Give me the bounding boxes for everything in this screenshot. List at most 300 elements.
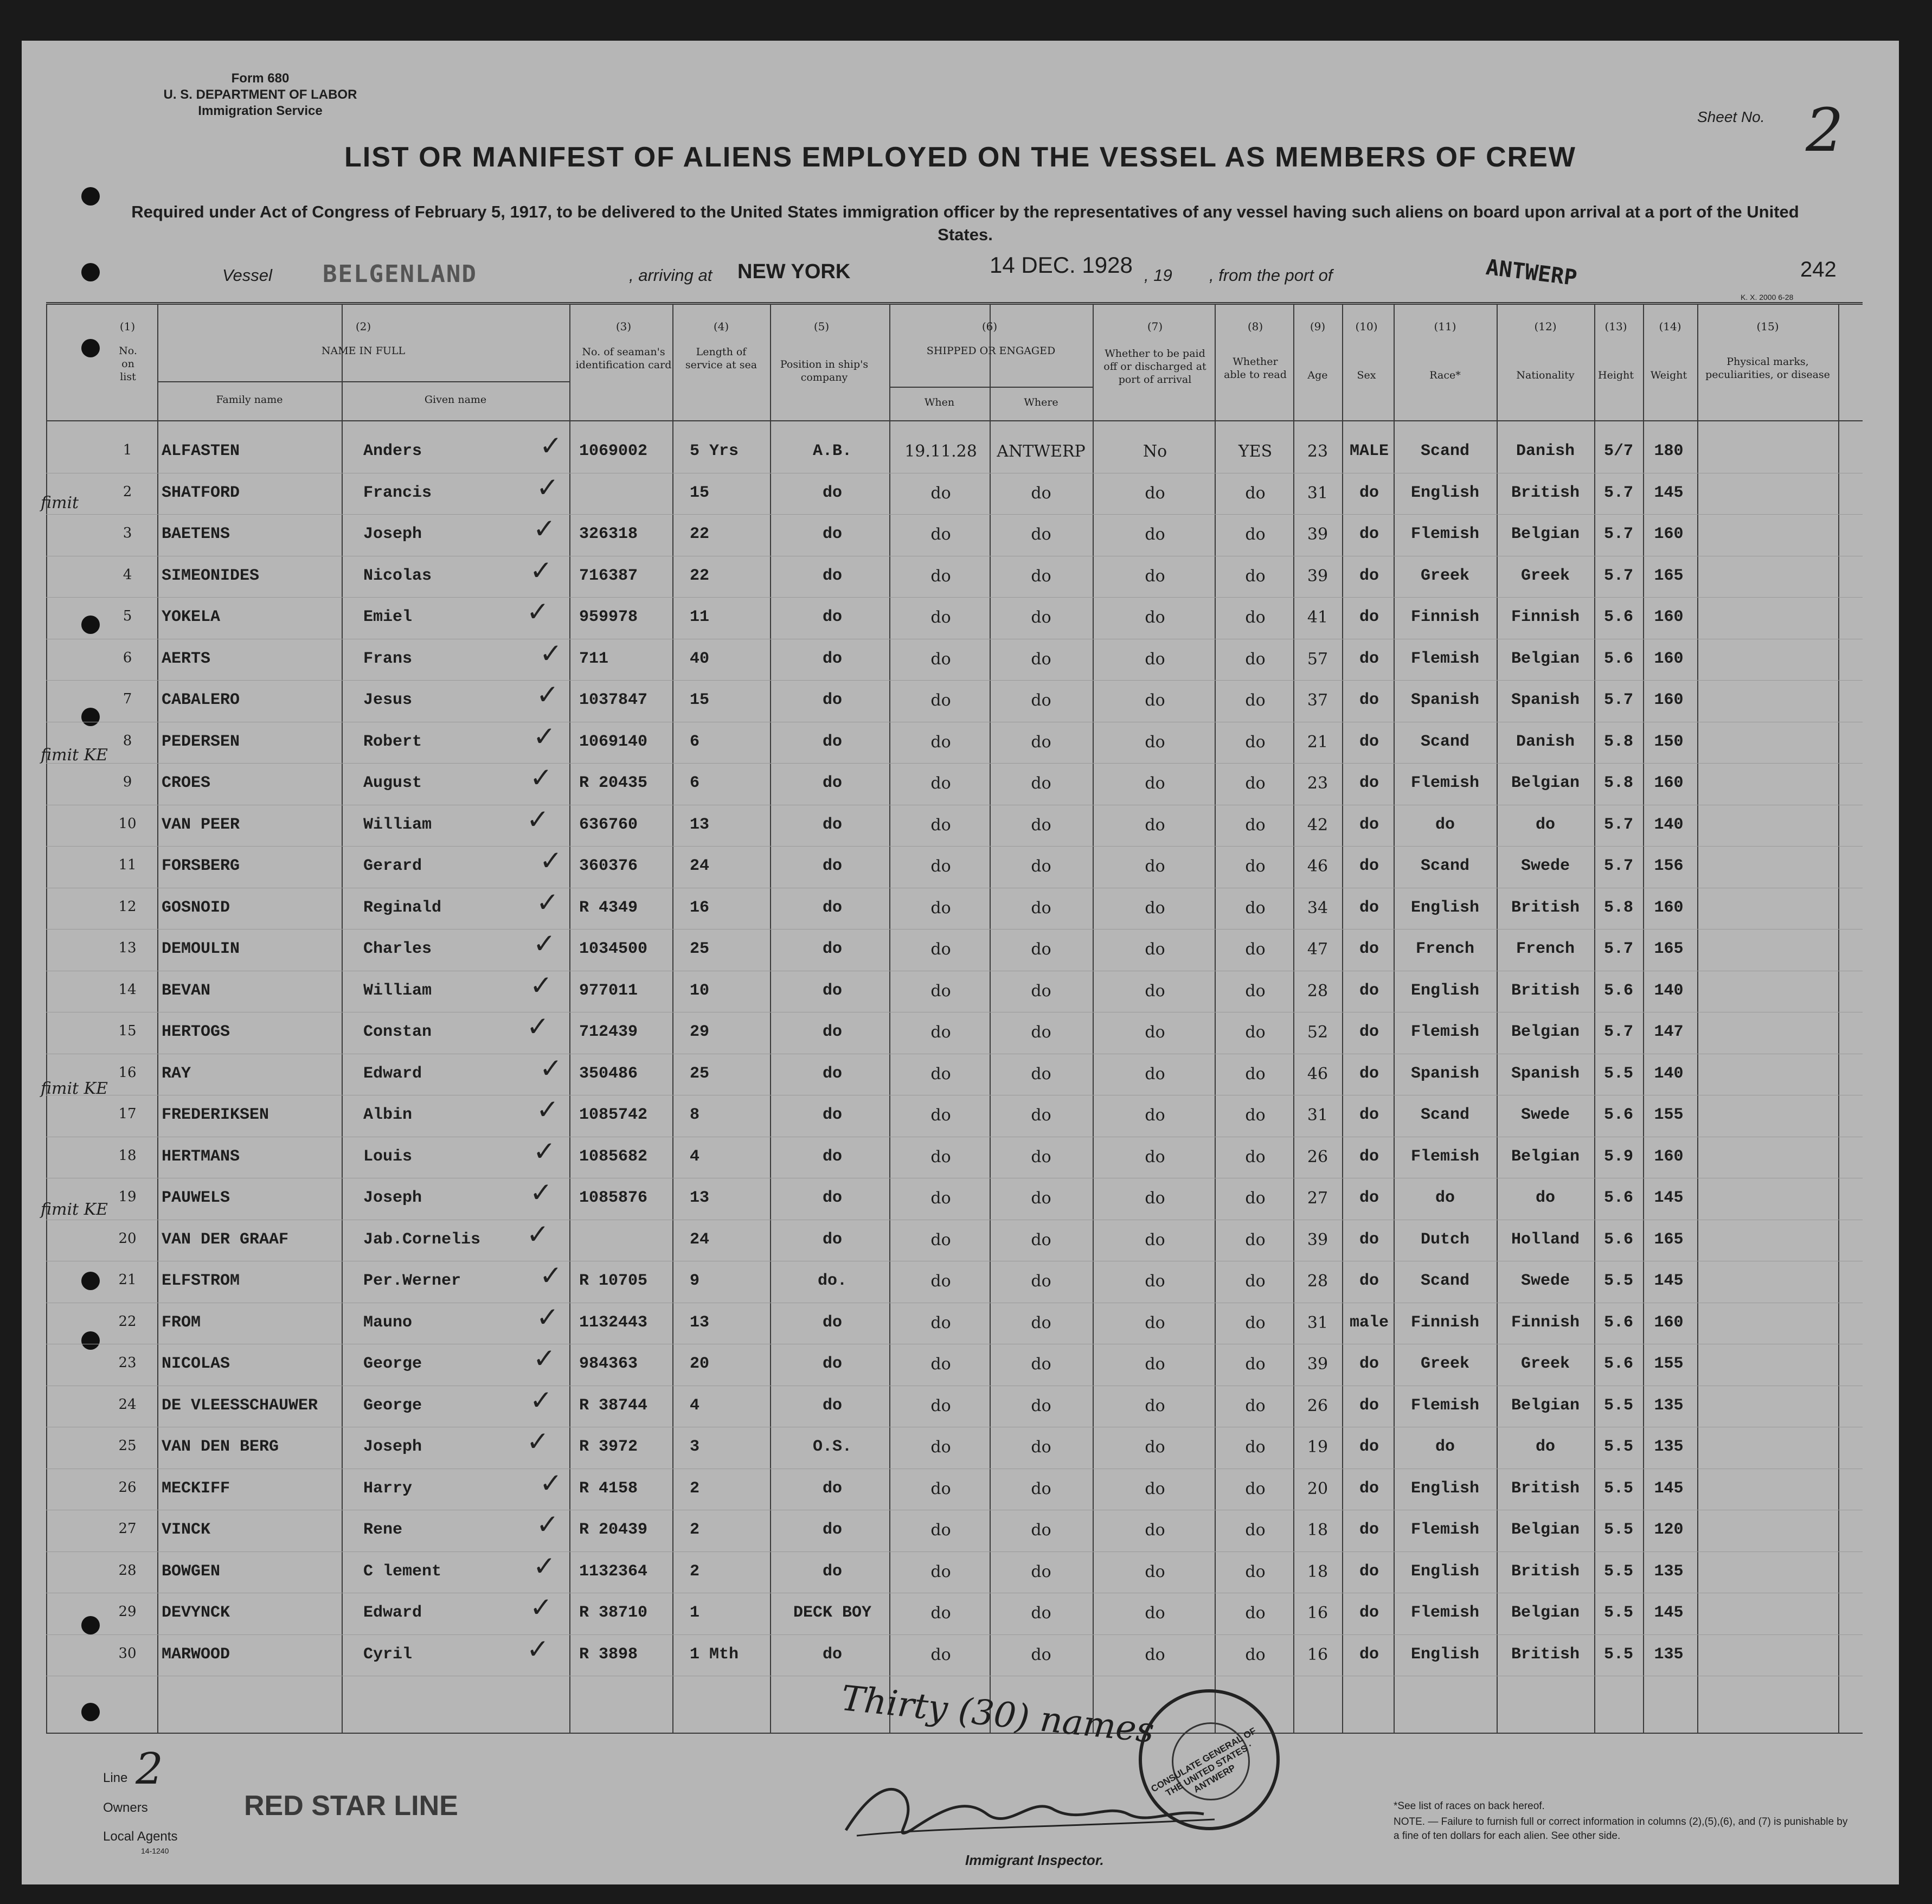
cell-position: do bbox=[822, 608, 842, 626]
cell-age: 20 bbox=[1307, 1479, 1328, 1498]
cell-family: VAN DER GRAAF bbox=[162, 1230, 289, 1249]
cell-paid: do bbox=[1145, 1023, 1165, 1042]
cell-position: DECK BOY bbox=[793, 1604, 872, 1622]
cell-family: PAUWELS bbox=[162, 1189, 230, 1207]
department-name: U. S. DEPARTMENT OF LABOR bbox=[163, 87, 357, 102]
cell-read: do bbox=[1245, 1438, 1266, 1457]
cell-nat: Belgian bbox=[1511, 1604, 1580, 1622]
cell-card: 1034500 bbox=[579, 940, 648, 958]
cell-paid: do bbox=[1145, 608, 1165, 627]
cell-nat: Belgian bbox=[1511, 525, 1580, 543]
cell-family: DEMOULIN bbox=[162, 940, 240, 958]
cell-service: 6 bbox=[690, 774, 700, 792]
cell-race: Flemish bbox=[1410, 1604, 1480, 1622]
cell-when: do bbox=[930, 1272, 951, 1291]
cell-given: Joseph bbox=[363, 525, 422, 543]
cell-race: Scand bbox=[1420, 857, 1469, 875]
cell-read: YES bbox=[1238, 442, 1273, 461]
cell-no: 23 bbox=[118, 1355, 137, 1371]
header-weight: Weight bbox=[1650, 369, 1687, 381]
punch-hole bbox=[81, 616, 100, 634]
cell-when: do bbox=[930, 1023, 951, 1042]
vessel-label: Vessel bbox=[222, 266, 272, 285]
cell-when: do bbox=[930, 1147, 951, 1166]
cell-service: 10 bbox=[690, 981, 710, 1000]
margin-note: fimit KE bbox=[41, 1079, 108, 1098]
arrival-date: 14 DEC. 1928 bbox=[990, 252, 1133, 278]
cell-read: do bbox=[1245, 1106, 1266, 1125]
cell-height: 5.5 bbox=[1603, 1438, 1633, 1456]
cell-read: do bbox=[1245, 608, 1266, 627]
cell-nat: British bbox=[1511, 898, 1580, 917]
inspector-signature bbox=[824, 1776, 1236, 1852]
cell-family: DE VLEESSCHAUWER bbox=[162, 1396, 318, 1415]
cell-height: 5.5 bbox=[1603, 1521, 1633, 1539]
cell-sex: do bbox=[1359, 940, 1379, 958]
cell-no: 2 bbox=[123, 483, 132, 500]
cell-card: R 3898 bbox=[579, 1645, 638, 1664]
cell-where: do bbox=[1031, 483, 1051, 503]
arrival-port: NEW YORK bbox=[737, 260, 851, 283]
cell-when: do bbox=[930, 649, 951, 669]
cell-race: Scand bbox=[1420, 442, 1469, 460]
cell-nat: Greek bbox=[1520, 1355, 1570, 1373]
cell-given: Jab.Cornelis bbox=[363, 1230, 481, 1249]
cell-when: do bbox=[930, 1604, 951, 1623]
cell-paid: do bbox=[1145, 732, 1165, 752]
arriving-label: , arriving at bbox=[629, 266, 713, 285]
cell-when: do bbox=[930, 608, 951, 627]
check-mark-icon: ✓ bbox=[530, 554, 553, 586]
cell-race: French bbox=[1415, 940, 1475, 958]
cell-read: do bbox=[1245, 1521, 1266, 1540]
cell-when: do bbox=[930, 483, 951, 503]
cell-no: 15 bbox=[118, 1023, 137, 1039]
cell-no: 19 bbox=[118, 1189, 137, 1205]
cell-race: Spanish bbox=[1410, 691, 1480, 709]
cell-family: SIMEONIDES bbox=[162, 566, 260, 585]
cell-race: Flemish bbox=[1410, 1023, 1480, 1041]
row-rule bbox=[46, 597, 1863, 598]
cell-when: do bbox=[930, 732, 951, 752]
cell-sex: male bbox=[1349, 1313, 1389, 1332]
cell-nat: Belgian bbox=[1511, 1023, 1580, 1041]
cell-when: do bbox=[930, 940, 951, 959]
cell-given: George bbox=[363, 1396, 422, 1415]
print-code: K. X. 2000 6-28 bbox=[1741, 293, 1794, 302]
cell-when: do bbox=[930, 1355, 951, 1374]
owners-label: Owners bbox=[103, 1800, 148, 1815]
cell-position: do bbox=[822, 732, 842, 751]
cell-card: R 3972 bbox=[579, 1438, 638, 1456]
cell-paid: do bbox=[1145, 525, 1165, 544]
cell-read: do bbox=[1245, 1479, 1266, 1498]
cell-read: do bbox=[1245, 649, 1266, 669]
cell-family: FORSBERG bbox=[162, 857, 240, 875]
check-mark-icon: ✓ bbox=[530, 762, 553, 793]
header-given-name: Given name bbox=[424, 394, 487, 406]
cell-race: Flemish bbox=[1410, 649, 1480, 668]
col-num: (15) bbox=[1756, 320, 1779, 333]
cell-race: Spanish bbox=[1410, 1064, 1480, 1083]
cell-race: English bbox=[1410, 483, 1480, 502]
cell-height: 5/7 bbox=[1603, 442, 1633, 460]
cell-read: do bbox=[1245, 1023, 1266, 1042]
cell-read: do bbox=[1245, 1645, 1266, 1664]
cell-given: Jesus bbox=[363, 691, 413, 709]
cell-weight: 160 bbox=[1654, 1313, 1684, 1332]
cell-height: 5.6 bbox=[1603, 1355, 1633, 1373]
cell-read: do bbox=[1245, 483, 1266, 503]
cell-family: GOSNOID bbox=[162, 898, 230, 917]
cell-age: 21 bbox=[1307, 732, 1328, 752]
cell-sex: do bbox=[1359, 1645, 1379, 1664]
cell-height: 5.7 bbox=[1603, 483, 1633, 502]
cell-where: do bbox=[1031, 981, 1051, 1001]
owners-stamp: RED STAR LINE bbox=[244, 1790, 458, 1822]
header-physical-marks: Physical marks, peculiarities, or disease bbox=[1705, 356, 1830, 381]
cell-family: BAETENS bbox=[162, 525, 230, 543]
cell-height: 5.6 bbox=[1603, 608, 1633, 626]
cell-race: English bbox=[1410, 981, 1480, 1000]
check-mark-icon: ✓ bbox=[527, 1218, 549, 1250]
punch-hole bbox=[81, 1703, 100, 1721]
cell-nat: Belgian bbox=[1511, 1396, 1580, 1415]
cell-service: 24 bbox=[690, 1230, 710, 1249]
cell-when: do bbox=[930, 1396, 951, 1415]
cell-family: CABALERO bbox=[162, 691, 240, 709]
col-num: (11) bbox=[1434, 320, 1456, 333]
cell-race: Dutch bbox=[1420, 1230, 1469, 1249]
cell-age: 23 bbox=[1307, 442, 1328, 461]
cell-age: 39 bbox=[1307, 566, 1328, 586]
cell-family: BEVAN bbox=[162, 981, 211, 1000]
punch-hole bbox=[81, 1331, 100, 1350]
check-mark-icon: ✓ bbox=[527, 1426, 549, 1457]
cell-age: 31 bbox=[1307, 483, 1328, 503]
cell-read: do bbox=[1245, 1064, 1266, 1084]
cell-where: do bbox=[1031, 815, 1051, 835]
cell-weight: 160 bbox=[1654, 649, 1684, 668]
cell-family: MECKIFF bbox=[162, 1479, 230, 1498]
cell-sex: do bbox=[1359, 1064, 1379, 1083]
cell-weight: 135 bbox=[1654, 1645, 1684, 1664]
cell-paid: do bbox=[1145, 1272, 1165, 1291]
col-num: (2) bbox=[355, 320, 371, 333]
cell-age: 42 bbox=[1307, 815, 1328, 835]
cell-race: Finnish bbox=[1410, 1313, 1480, 1332]
cell-service: 25 bbox=[690, 1064, 710, 1083]
col-num: (5) bbox=[813, 320, 830, 333]
cell-position: do bbox=[822, 1645, 842, 1664]
cell-nat: British bbox=[1511, 483, 1580, 502]
cell-height: 5.5 bbox=[1603, 1064, 1633, 1083]
check-mark-icon: ✓ bbox=[527, 1633, 549, 1665]
cell-service: 22 bbox=[690, 525, 710, 543]
cell-card: 326318 bbox=[579, 525, 638, 543]
cell-race: do bbox=[1435, 1189, 1455, 1207]
cell-read: do bbox=[1245, 1313, 1266, 1332]
cell-paid: do bbox=[1145, 940, 1165, 959]
check-mark-icon: ✓ bbox=[530, 1592, 553, 1623]
cell-when: do bbox=[930, 691, 951, 710]
cell-where: do bbox=[1031, 1479, 1051, 1498]
cell-service: 16 bbox=[690, 898, 710, 917]
agents-code: 14-1240 bbox=[141, 1847, 169, 1855]
cell-sex: do bbox=[1359, 815, 1379, 834]
cell-sex: do bbox=[1359, 898, 1379, 917]
column-rule bbox=[569, 304, 570, 1733]
cell-given: Edward bbox=[363, 1064, 422, 1083]
vessel-name: BELGENLAND bbox=[323, 260, 477, 288]
cell-given: George bbox=[363, 1355, 422, 1373]
cell-height: 5.6 bbox=[1603, 981, 1633, 1000]
cell-race: Greek bbox=[1420, 566, 1469, 585]
cell-race: do bbox=[1435, 1438, 1455, 1456]
cell-where: do bbox=[1031, 608, 1051, 627]
cell-card: R 20435 bbox=[579, 774, 648, 792]
cell-age: 34 bbox=[1307, 898, 1328, 918]
cell-given: C lement bbox=[363, 1562, 442, 1581]
cell-where: do bbox=[1031, 1023, 1051, 1042]
cell-where: do bbox=[1031, 774, 1051, 793]
cell-when: do bbox=[930, 1562, 951, 1581]
check-mark-icon: ✓ bbox=[540, 1467, 562, 1499]
col-num: (6) bbox=[981, 320, 998, 333]
cell-no: 13 bbox=[118, 940, 137, 956]
cell-service: 22 bbox=[690, 566, 710, 585]
cell-nat: Finnish bbox=[1511, 608, 1580, 626]
margin-note: fimit KE bbox=[41, 746, 108, 765]
cell-position: do bbox=[822, 1479, 842, 1498]
cell-sex: do bbox=[1359, 1396, 1379, 1415]
cell-where: do bbox=[1031, 1521, 1051, 1540]
cell-sex: do bbox=[1359, 483, 1379, 502]
cell-sex: do bbox=[1359, 1147, 1379, 1166]
cell-family: ALFASTEN bbox=[162, 442, 240, 460]
column-rule bbox=[1342, 304, 1343, 1733]
cell-race: English bbox=[1410, 1479, 1480, 1498]
cell-given: William bbox=[363, 981, 432, 1000]
cell-height: 5.9 bbox=[1603, 1147, 1633, 1166]
cell-height: 5.5 bbox=[1603, 1604, 1633, 1622]
cell-position: A.B. bbox=[812, 442, 852, 460]
cell-no: 12 bbox=[118, 898, 137, 915]
header-family-name: Family name bbox=[216, 394, 283, 406]
cell-sex: do bbox=[1359, 1189, 1379, 1207]
cell-card: 1085682 bbox=[579, 1147, 648, 1166]
cell-service: 11 bbox=[690, 608, 710, 626]
check-mark-icon: ✓ bbox=[530, 1384, 553, 1416]
check-mark-icon: ✓ bbox=[540, 1260, 562, 1291]
cell-sex: do bbox=[1359, 857, 1379, 875]
punch-hole bbox=[81, 1616, 100, 1634]
cell-where: do bbox=[1031, 1189, 1051, 1208]
cell-given: Gerard bbox=[363, 857, 422, 875]
cell-height: 5.6 bbox=[1603, 1106, 1633, 1124]
consulate-seal: CONSULATE GENERAL OF THE UNITED STATES · ANTWERP bbox=[1139, 1689, 1280, 1830]
inspector-label: Immigrant Inspector. bbox=[965, 1852, 1104, 1868]
cell-age: 23 bbox=[1307, 774, 1328, 793]
col-num: (10) bbox=[1355, 320, 1378, 333]
cell-where: do bbox=[1031, 649, 1051, 669]
check-mark-icon: ✓ bbox=[536, 471, 559, 503]
cell-height: 5.5 bbox=[1603, 1272, 1633, 1290]
cell-position: do bbox=[822, 1106, 842, 1124]
check-mark-icon: ✓ bbox=[527, 596, 549, 627]
cell-nat: Swede bbox=[1520, 1106, 1570, 1124]
cell-weight: 140 bbox=[1654, 981, 1684, 1000]
cell-no: 25 bbox=[118, 1438, 137, 1454]
cell-weight: 160 bbox=[1654, 691, 1684, 709]
line-mark: 2 bbox=[136, 1743, 163, 1794]
cell-when: do bbox=[930, 1438, 951, 1457]
cell-where: do bbox=[1031, 940, 1051, 959]
cell-given: Anders bbox=[363, 442, 422, 460]
cell-given: Francis bbox=[363, 483, 432, 502]
header-name-in-full: NAME IN FULL bbox=[321, 345, 406, 357]
cell-card: 712439 bbox=[579, 1023, 638, 1041]
check-mark-icon: ✓ bbox=[536, 1301, 559, 1333]
cell-weight: 150 bbox=[1654, 732, 1684, 751]
col-num: (12) bbox=[1534, 320, 1557, 333]
cell-family: PEDERSEN bbox=[162, 732, 240, 751]
cell-position: do bbox=[822, 1313, 842, 1332]
cell-position: do bbox=[822, 1562, 842, 1581]
cell-service: 25 bbox=[690, 940, 710, 958]
cell-sex: do bbox=[1359, 1604, 1379, 1622]
column-rule bbox=[1215, 304, 1216, 1733]
cell-race: English bbox=[1410, 898, 1480, 917]
cell-weight: 160 bbox=[1654, 1147, 1684, 1166]
cell-paid: do bbox=[1145, 1604, 1165, 1623]
cell-nat: Finnish bbox=[1511, 1313, 1580, 1332]
cell-position: do bbox=[822, 1230, 842, 1249]
cell-height: 5.7 bbox=[1603, 857, 1633, 875]
punch-hole bbox=[81, 1272, 100, 1290]
cell-paid: do bbox=[1145, 1562, 1165, 1581]
cell-age: 37 bbox=[1307, 691, 1328, 710]
cell-where: do bbox=[1031, 1396, 1051, 1415]
cell-position: do bbox=[822, 691, 842, 709]
cell-age: 28 bbox=[1307, 1272, 1328, 1291]
column-rule bbox=[46, 304, 47, 1733]
cell-age: 16 bbox=[1307, 1604, 1328, 1623]
cell-service: 15 bbox=[690, 483, 710, 502]
cell-family: HERTMANS bbox=[162, 1147, 240, 1166]
cell-card: 1132364 bbox=[579, 1562, 648, 1581]
cell-paid: do bbox=[1145, 898, 1165, 918]
col-num: (4) bbox=[713, 320, 729, 333]
cell-family: NICOLAS bbox=[162, 1355, 230, 1373]
cell-service: 2 bbox=[690, 1562, 700, 1581]
cell-age: 26 bbox=[1307, 1396, 1328, 1415]
cell-where: do bbox=[1031, 1106, 1051, 1125]
header-where: Where bbox=[1024, 396, 1058, 408]
cell-given: Charles bbox=[363, 940, 432, 958]
cell-sex: do bbox=[1359, 1479, 1379, 1498]
check-mark-icon: ✓ bbox=[533, 928, 556, 959]
column-rule bbox=[1293, 304, 1294, 1733]
header-position: Position in ship's company bbox=[780, 358, 869, 383]
manifest-number: 242 bbox=[1800, 258, 1837, 281]
cell-age: 52 bbox=[1307, 1023, 1328, 1042]
cell-family: YOKELA bbox=[162, 608, 221, 626]
cell-where: do bbox=[1031, 857, 1051, 876]
cell-paid: do bbox=[1145, 1189, 1165, 1208]
cell-weight: 155 bbox=[1654, 1106, 1684, 1124]
column-rule bbox=[770, 304, 771, 1733]
cell-nat: Danish bbox=[1516, 442, 1575, 460]
cell-where: do bbox=[1031, 1272, 1051, 1291]
penalty-note: NOTE. — Failure to furnish full or correct information in columns (2),(5),(6), and (7) is punishable by a fine of ten dollars for each alien. See other side. bbox=[1394, 1816, 1848, 1842]
cell-when: do bbox=[930, 1230, 951, 1249]
cell-read: do bbox=[1245, 1230, 1266, 1249]
header-when: When bbox=[924, 396, 955, 408]
cell-card: 716387 bbox=[579, 566, 638, 585]
cell-race: Flemish bbox=[1410, 774, 1480, 792]
cell-when: do bbox=[930, 1106, 951, 1125]
row-rule bbox=[46, 680, 1863, 681]
check-mark-icon: ✓ bbox=[533, 1135, 556, 1167]
cell-given: Rene bbox=[363, 1521, 403, 1539]
cell-when: do bbox=[930, 981, 951, 1001]
cell-service: 1 bbox=[690, 1604, 700, 1622]
check-mark-icon: ✓ bbox=[536, 1094, 559, 1125]
cell-age: 31 bbox=[1307, 1106, 1328, 1125]
cell-read: do bbox=[1245, 981, 1266, 1001]
cell-paid: do bbox=[1145, 815, 1165, 835]
cell-read: do bbox=[1245, 1272, 1266, 1291]
cell-card: R 10705 bbox=[579, 1272, 648, 1290]
cell-nat: British bbox=[1511, 981, 1580, 1000]
cell-where: do bbox=[1031, 1604, 1051, 1623]
row-rule bbox=[46, 1634, 1863, 1635]
cell-nat: Spanish bbox=[1511, 1064, 1580, 1083]
cell-when: do bbox=[930, 774, 951, 793]
handwritten-total: Thirty (30) names bbox=[839, 1678, 1156, 1752]
service-name: Immigration Service bbox=[198, 104, 323, 118]
cell-age: 39 bbox=[1307, 1355, 1328, 1374]
header-race: Race* bbox=[1429, 369, 1461, 381]
cell-when: do bbox=[930, 898, 951, 918]
cell-position: do bbox=[822, 1521, 842, 1539]
cell-family: AERTS bbox=[162, 649, 211, 668]
cell-position: do bbox=[822, 981, 842, 1000]
cell-weight: 165 bbox=[1654, 940, 1684, 958]
cell-read: do bbox=[1245, 898, 1266, 918]
cell-race: Scand bbox=[1420, 1106, 1469, 1124]
cell-given: Constan bbox=[363, 1023, 432, 1041]
cell-read: do bbox=[1245, 940, 1266, 959]
cell-service: 2 bbox=[690, 1521, 700, 1539]
cell-height: 5.7 bbox=[1603, 691, 1633, 709]
cell-service: 29 bbox=[690, 1023, 710, 1041]
cell-age: 27 bbox=[1307, 1189, 1328, 1208]
cell-paid: do bbox=[1145, 483, 1165, 503]
cell-age: 46 bbox=[1307, 1064, 1328, 1084]
cell-given: Nicolas bbox=[363, 566, 432, 585]
cell-paid: do bbox=[1145, 1396, 1165, 1415]
manifest-sheet bbox=[22, 41, 1899, 1884]
cell-nat: do bbox=[1535, 1189, 1555, 1207]
cell-given: William bbox=[363, 815, 432, 834]
cell-given: Harry bbox=[363, 1479, 413, 1498]
cell-paid: do bbox=[1145, 1438, 1165, 1457]
cell-read: do bbox=[1245, 1189, 1266, 1208]
cell-given: Louis bbox=[363, 1147, 413, 1166]
cell-nat: Belgian bbox=[1511, 1147, 1580, 1166]
